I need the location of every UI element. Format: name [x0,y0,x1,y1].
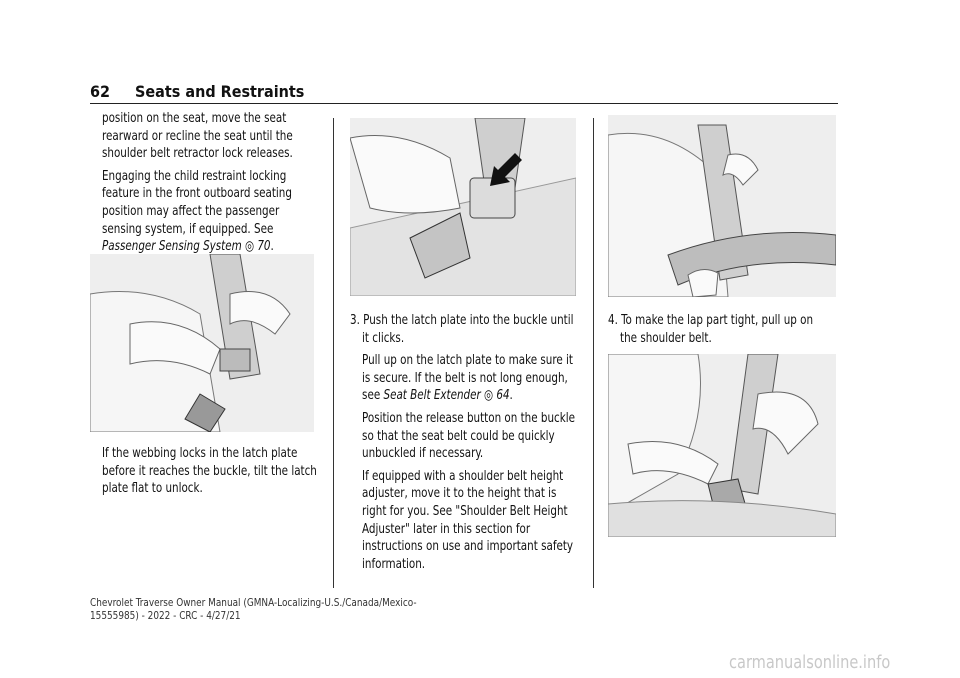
page-ref-icon: ◎ [245,239,255,255]
column-divider [593,118,594,588]
column-1-top [102,110,321,261]
paragraph: If the webbing locks in the latch plate before it reaches the buckle, tilt the latch plate flat to unlock. [102,446,317,497]
paragraph: Pull up on the latch plate to make sure it is secure. If the belt is not long enough, see Seat Belt Extender ◎ 64. [362,353,573,404]
header-rule [90,103,838,104]
illustration-latch-plate-unlock [90,254,314,432]
page-header [90,82,304,101]
belt-illustration-3 [608,115,836,297]
column-divider [333,118,334,588]
section-title: Seats and Restraints [135,82,305,101]
illustration-lap-belt [608,115,836,297]
reference-link[interactable]: Passenger Sensing System [102,239,242,255]
illustration-shoulder-pull [608,354,836,537]
watermark: carmanualsonline.info [729,652,891,673]
reference-link[interactable]: Seat Belt Extender [383,388,481,404]
page-ref-icon: ◎ [484,388,494,404]
step-4: 4. To make the lap part tight, pull up on the shoulder belt. [608,313,814,346]
page-number: 62 [90,82,111,101]
belt-illustration-2 [350,118,576,296]
step-number: 3. [350,313,360,328]
paragraph: Engaging the child restraint locking feature in the front outboard seating position may affect the passenger sensing system, if equipped. See Passenger Sensing System ◎ 70. [102,168,292,255]
paragraph: Position the release button on the buckle so that the seat belt could be quickly unbuckled if necessary. [362,410,576,462]
page-reference[interactable]: 70 [257,239,271,255]
column-2-text [350,312,579,578]
paragraph: position on the seat, move the seat rearward or recline the seat until the shoulder belt retractor lock releases. [102,111,293,162]
footer-line: 15555985) - 2022 - CRC - 4/27/21 [90,609,241,622]
belt-illustration-4 [608,354,836,537]
page-reference[interactable]: 64 [496,388,510,404]
column-1-bottom [102,445,321,503]
column-3-text [608,312,823,352]
page-footer [90,596,891,673]
paragraph: If equipped with a shoulder belt height adjuster, move it to the height that is right for you. See "Shoulder Belt Height Adjuster" later in this section for instructions on use and important safety information. [362,468,574,572]
illustration-latch-into-buckle [350,118,576,296]
footer-line: Chevrolet Traverse Owner Manual (GMNA-Localizing-U.S./Canada/Mexico- [90,596,417,609]
step-3: 3. Push the latch plate into the buckle until it clicks. [350,313,574,346]
belt-illustration-1 [90,254,314,432]
step-number: 4. [608,313,618,328]
